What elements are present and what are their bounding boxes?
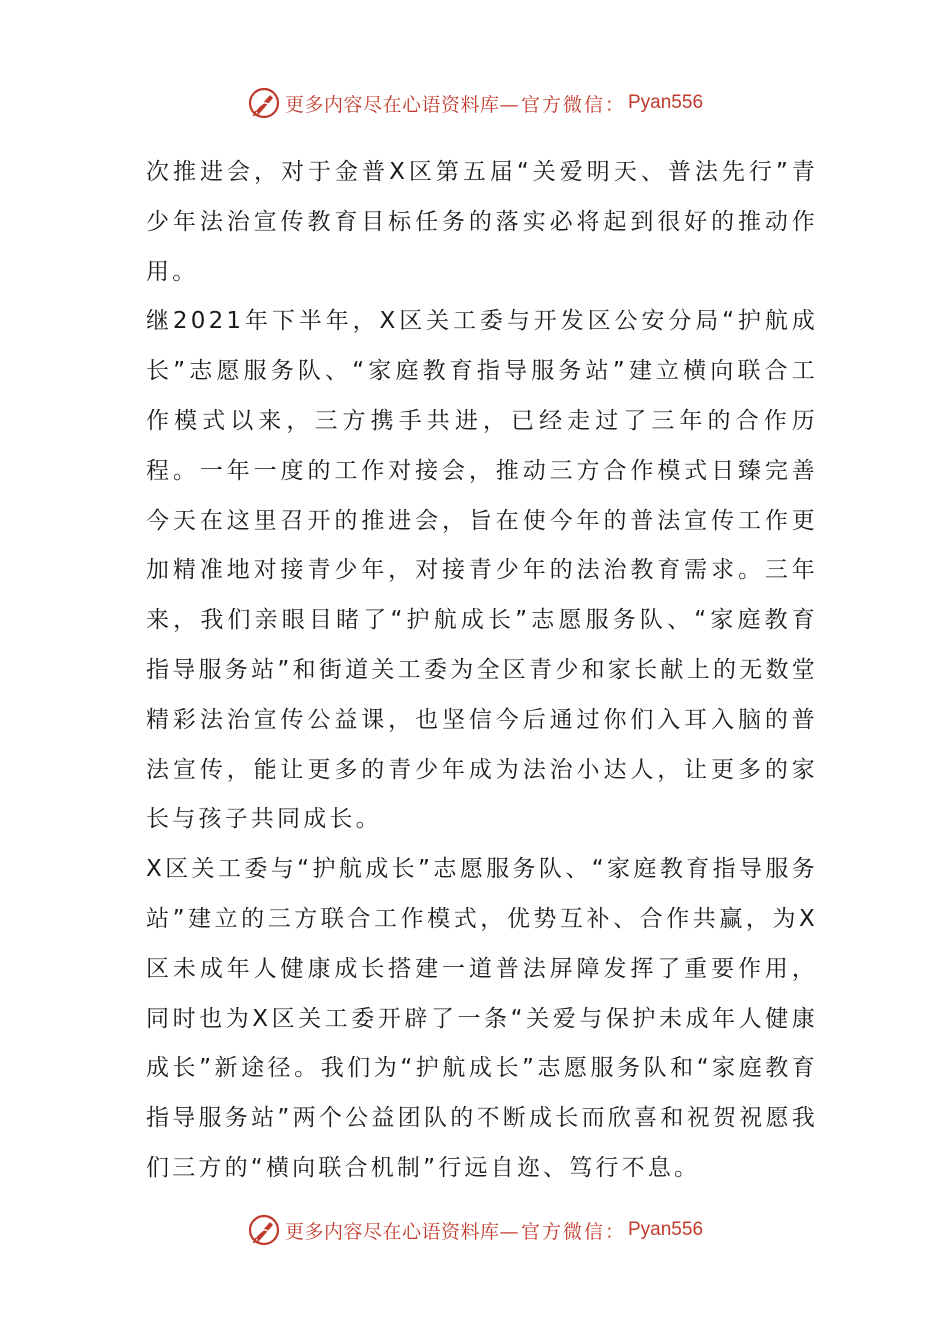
watermark-wechat-label: 官方微信： [520,1220,626,1243]
paragraph-2: 继2021年下半年，X区关工委与开发区公安分局“护航成长”志愿服务队、“家庭教育指导服务站”建立横向联合工作模式以来，三方携手共进，已经走过了三年的合作历程。一年一度的工作对接会，推动三方合作模式日臻完善今天在这里召开的推进会，旨在使今年的普法宣传工作更加精准地对接青少年，对接青少年的法治教育需求。三年来，我们亲眼目睹了“护航成长”志愿服务队、“家庭教育指导服务站”和街道关工委为全区青少和家长献上的无数堂精彩法治宣传公益课，也坚信今后通过你们入耳入脑的普法宣传，能让更多的青少年成为法治小达人，让更多的家长与孩子共同成长。 [146,308,818,833]
pen-logo-icon [247,1213,281,1247]
watermark-wechat-id: Pyan556 [628,92,704,113]
header-watermark-banner [0,83,950,123]
watermark-wechat-id: Pyan556 [628,1219,704,1240]
watermark-wechat-label: 官方微信： [520,93,626,116]
document-body [146,148,818,1194]
footer-watermark-banner [0,1210,950,1250]
pen-logo-icon [247,86,281,120]
paragraph-1: 次推进会，对于金普X区第五届“关爱明天、普法先行”青少年法治宣传教育目标任务的落实必将起到很好的推动作用。 [146,159,818,285]
watermark-site-text: 更多内容尽在心语资料库— [284,93,519,116]
paragraph-3: X区关工委与“护航成长”志愿服务队、“家庭教育指导服务站”建立的三方联合工作模式，优势互补、合作共赢，为X区未成年人健康成长搭建一道普法屏障发挥了重要作用，同时也为X区关工委开辟了一条“关爱与保护未成年人健康成长”新途径。我们为“护航成长”志愿服务队和“家庭教育指导服务站”两个公益团队的不断成长而欣喜和祝贺祝愿我们三方的“横向联合机制”行远自迩、笃行不息。 [146,856,818,1181]
watermark-site-text: 更多内容尽在心语资料库— [284,1220,519,1243]
